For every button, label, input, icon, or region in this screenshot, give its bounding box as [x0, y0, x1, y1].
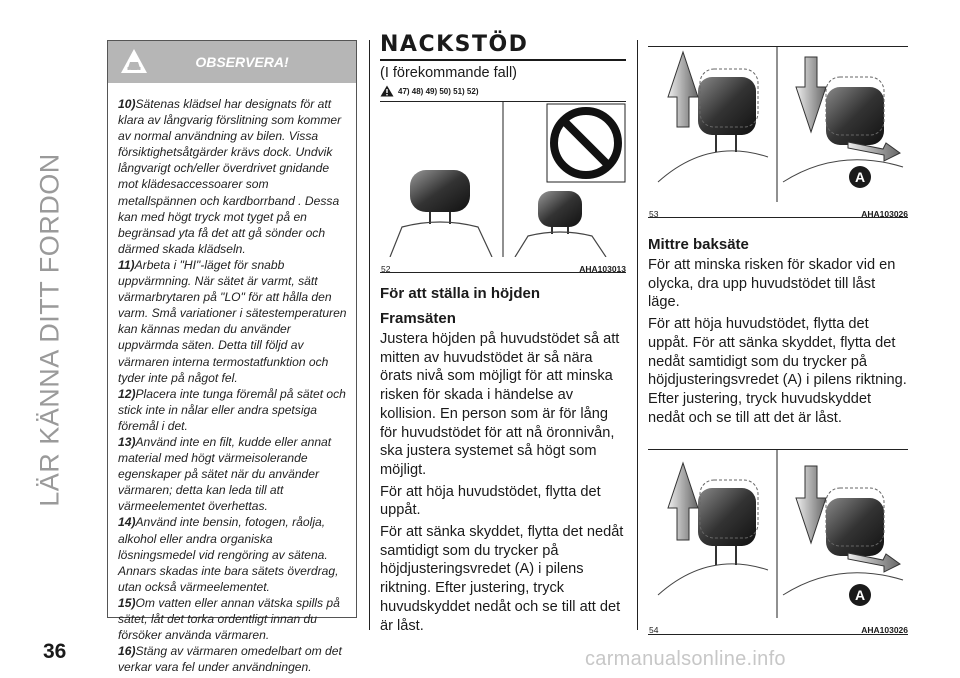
paragraph: För att sänka skyddet, flytta det nedåt samtidigt som du trycker på höjdjusteringsvredet (A) i pilens riktning. Efter justering, tryck huvudskyddet nedåt och se till att det är låst.: [380, 524, 624, 634]
svg-text:A: A: [854, 587, 866, 604]
svg-text:A: A: [854, 169, 866, 185]
notice-body: [108, 83, 356, 675]
paragraph: För att minska risken för skador vid en olycka, dra upp huvudstödet till låst läge.: [648, 257, 896, 311]
paragraph: För att höja huvudstödet, flytta det uppåt. För att sänka skyddet, flytta det nedåt samtidigt som du trycker på höjdjusteringsvredet (A) i pilens riktning. Efter justering, tryck huvudskyddet nedåt och se till att det är låst.: [648, 316, 907, 426]
column-divider: [637, 40, 638, 630]
figure-54: [648, 449, 908, 635]
notice-item: 16)Stäng av värmaren omedelbart om det verkar vara fel under användningen.: [118, 644, 342, 675]
headrest-raise-illustration: [648, 47, 908, 202]
notice-title: OBSERVERA!: [195, 54, 289, 70]
notice-item: 15)Om vatten eller annan vätska spills på sätet, låt det torka ordentligt innan du försöker använda värmaren.: [118, 595, 340, 643]
figure-53: [648, 46, 908, 218]
notice-item: 12)Placera inte tunga föremål på sätet och stick inte in nålar eller andra spetsiga föremål i det.: [118, 386, 346, 433]
page-number: 36: [43, 640, 67, 663]
headrest-illustration: [380, 102, 626, 257]
right-column: [648, 46, 908, 635]
column-divider: [369, 40, 370, 630]
paragraph: För att höja huvudstödet, flytta det uppåt.: [380, 483, 601, 519]
notice-header: [108, 41, 356, 83]
notice-item: 10)Sätenas klädsel har designats för att klara av långvarig förslitning som kommer av normal användning av bilen. Vissa försiktighetsåtgärder krävs dock. Undvik långvarigt och/eller överdrivet gnidande mot klädesaccessoarer som metallspännen och kardborrband . Dessa kan med högt tryck mot tyget på en begränsad yta få det att gå sönder och därmed skada klädseln.: [118, 97, 342, 256]
figure-caption: 53 AHA103026: [649, 209, 908, 219]
figure-caption: 52 AHA103013: [381, 264, 626, 274]
notice-item: 13)Använd inte en filt, kudde eller annat material med högt värmeisolerande egenskaper på sätet när du använder värmaren; detta kan leda till att värmeelementet överhettas.: [118, 434, 332, 514]
paragraph: Justera höjden på huvudstödet så att mitten av huvudstödet är så nära örats nivå som möjligt för att minska risken för skada i händelse av kollision. En person som är för lång för huvudstödet för att nå öronnivån, ska justera systemet så högt som möjligt.: [380, 331, 620, 478]
heading-front-seats: Framsäten: [380, 310, 456, 327]
heading-middle-rear: Mittre baksäte: [648, 236, 749, 253]
warning-triangle-icon: [380, 85, 394, 97]
headrest-rear-illustration: [648, 450, 908, 618]
watermark: carmanualsonline.info: [585, 648, 786, 670]
warning-references: 47) 48) 49) 50) 51) 52): [380, 85, 626, 97]
notice-item: 11)Arbeta i "HI"-läget för snabb uppvärmning. När sätet är varmt, sätt värmarbrytaren på "LO" för att hålla den varm. Små variationer i sätestemperaturen kan kännas medan du använder uppvärmda säten. Detta till följd av värmaren interna termostatfunktion och tyder inte på något fel.: [118, 257, 347, 385]
notice-item: 14)Använd inte bensin, fotogen, råolja, alkohol eller andra organiska lösningsmedel vid rengöring av sätena. Annars skadas inte bara sätets överdrag, utan också värmeelementet.: [118, 515, 339, 594]
warning-notice-box: [107, 40, 357, 675]
section-subtitle: (I förekommande fall): [380, 65, 517, 81]
main-column: [380, 32, 626, 635]
figure-52: [380, 101, 626, 273]
heading-height-adjust: För att ställa in höjden: [380, 285, 541, 302]
figure-caption: 54 AHA103026: [649, 625, 908, 636]
section-rule: [380, 59, 626, 61]
section-title: NACKSTÖD: [380, 32, 529, 57]
